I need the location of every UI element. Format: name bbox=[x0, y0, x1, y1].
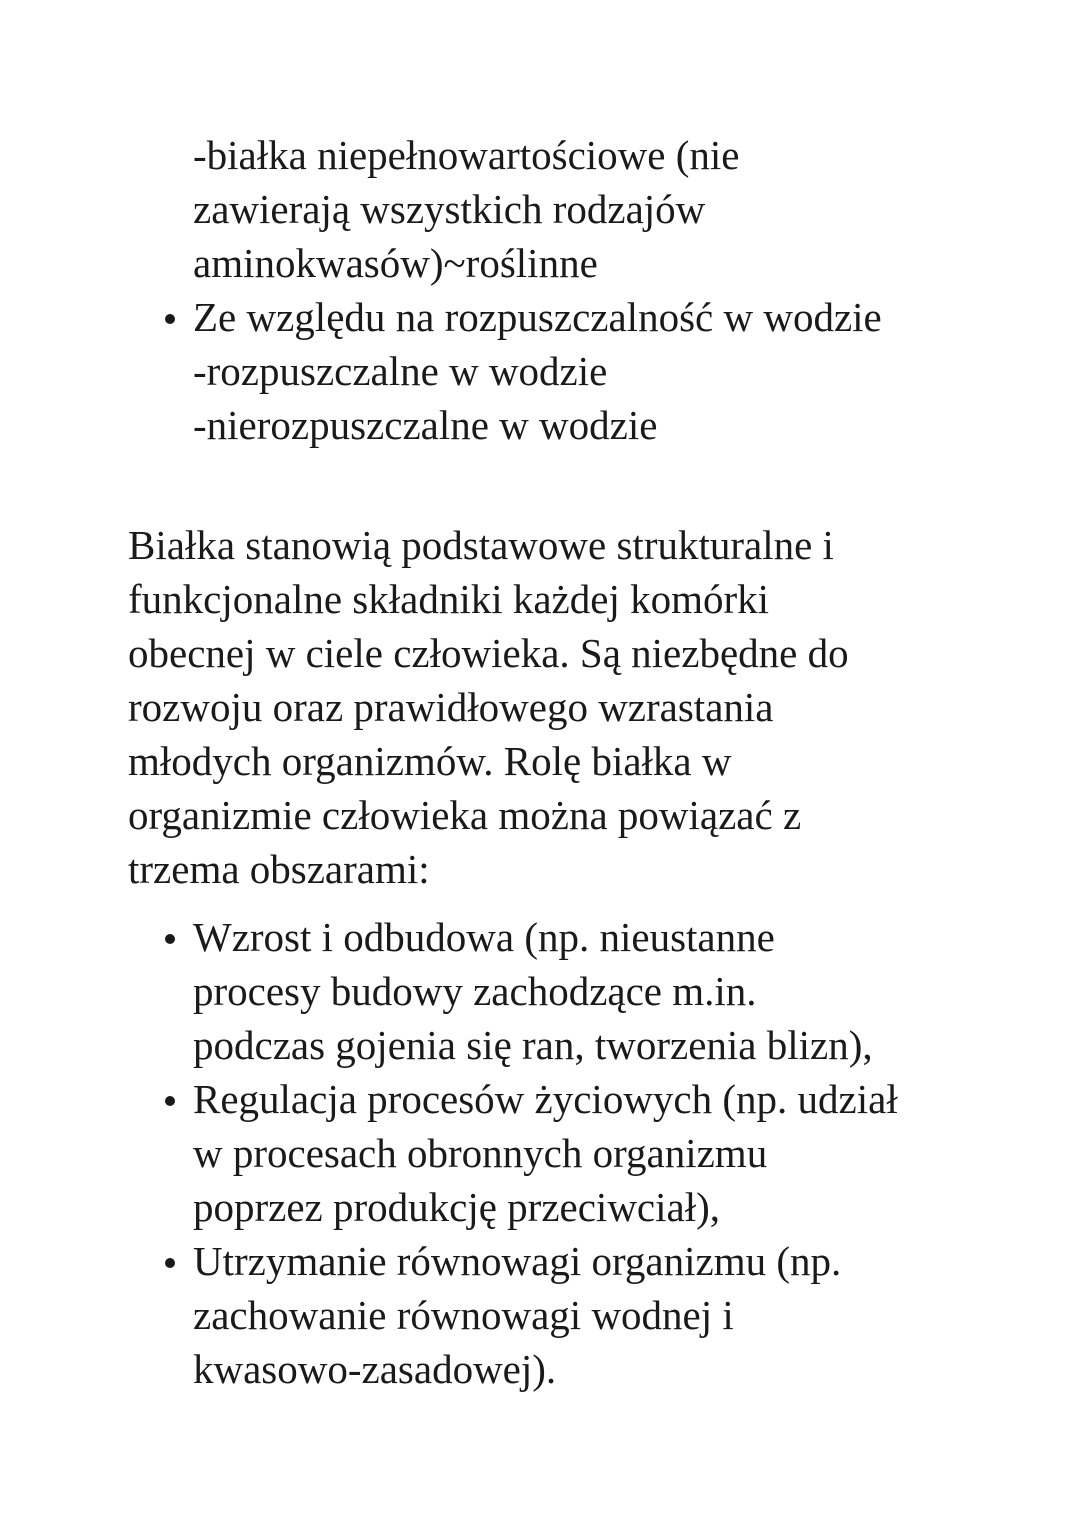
text-line: zachowanie równowagi wodnej i bbox=[193, 1292, 734, 1338]
text-line: organizmie człowieka można powiązać z bbox=[128, 792, 802, 838]
bullet-item bbox=[0, 290, 882, 344]
bullet-icon bbox=[165, 1096, 175, 1106]
bullet-text: Regulacja procesów życiowych (np. udział bbox=[193, 1076, 898, 1122]
bullet-text: Utrzymanie równowagi organizmu (np. bbox=[193, 1238, 842, 1284]
text-line: Białka stanowią podstawowe strukturalne i bbox=[128, 522, 834, 568]
bullet-text: Ze względu na rozpuszczalność w wodzie bbox=[193, 294, 882, 340]
paragraph bbox=[128, 518, 849, 896]
bullet-icon bbox=[165, 314, 175, 324]
text-line: obecnej w ciele człowieka. Są niezbędne do bbox=[128, 630, 849, 676]
text-line: procesy budowy zachodzące m.in. bbox=[193, 968, 757, 1014]
text-line: -rozpuszczalne w wodzie bbox=[193, 348, 608, 394]
protein-classification bbox=[0, 128, 882, 452]
bullet-text: Wzrost i odbudowa (np. nieustanne bbox=[193, 914, 775, 960]
text-line: aminokwasów)~roślinne bbox=[193, 240, 598, 286]
bullet-item bbox=[0, 1234, 898, 1288]
roles-list bbox=[0, 910, 898, 1396]
text-line: -białka niepełnowartościowe (nie bbox=[193, 132, 740, 178]
text-line: podczas gojenia się ran, tworzenia blizn), bbox=[193, 1022, 873, 1068]
bullet-item bbox=[0, 910, 898, 964]
text-line: poprzez produkcję przeciwciał), bbox=[193, 1184, 721, 1230]
text-line: zawierają wszystkich rodzajów bbox=[193, 186, 706, 232]
bullet-item bbox=[0, 1072, 898, 1126]
text-line: młodych organizmów. Rolę białka w bbox=[128, 738, 732, 784]
text-line: trzema obszarami: bbox=[128, 846, 430, 892]
bullet-icon bbox=[165, 934, 175, 944]
text-line: w procesach obronnych organizmu bbox=[193, 1130, 768, 1176]
bullet-icon bbox=[165, 1258, 175, 1268]
text-line: funkcjonalne składniki każdej komórki bbox=[128, 576, 770, 622]
text-line: -nierozpuszczalne w wodzie bbox=[193, 402, 658, 448]
text-line: rozwoju oraz prawidłowego wzrastania bbox=[128, 684, 774, 730]
text-line: kwasowo-zasadowej). bbox=[193, 1346, 557, 1392]
